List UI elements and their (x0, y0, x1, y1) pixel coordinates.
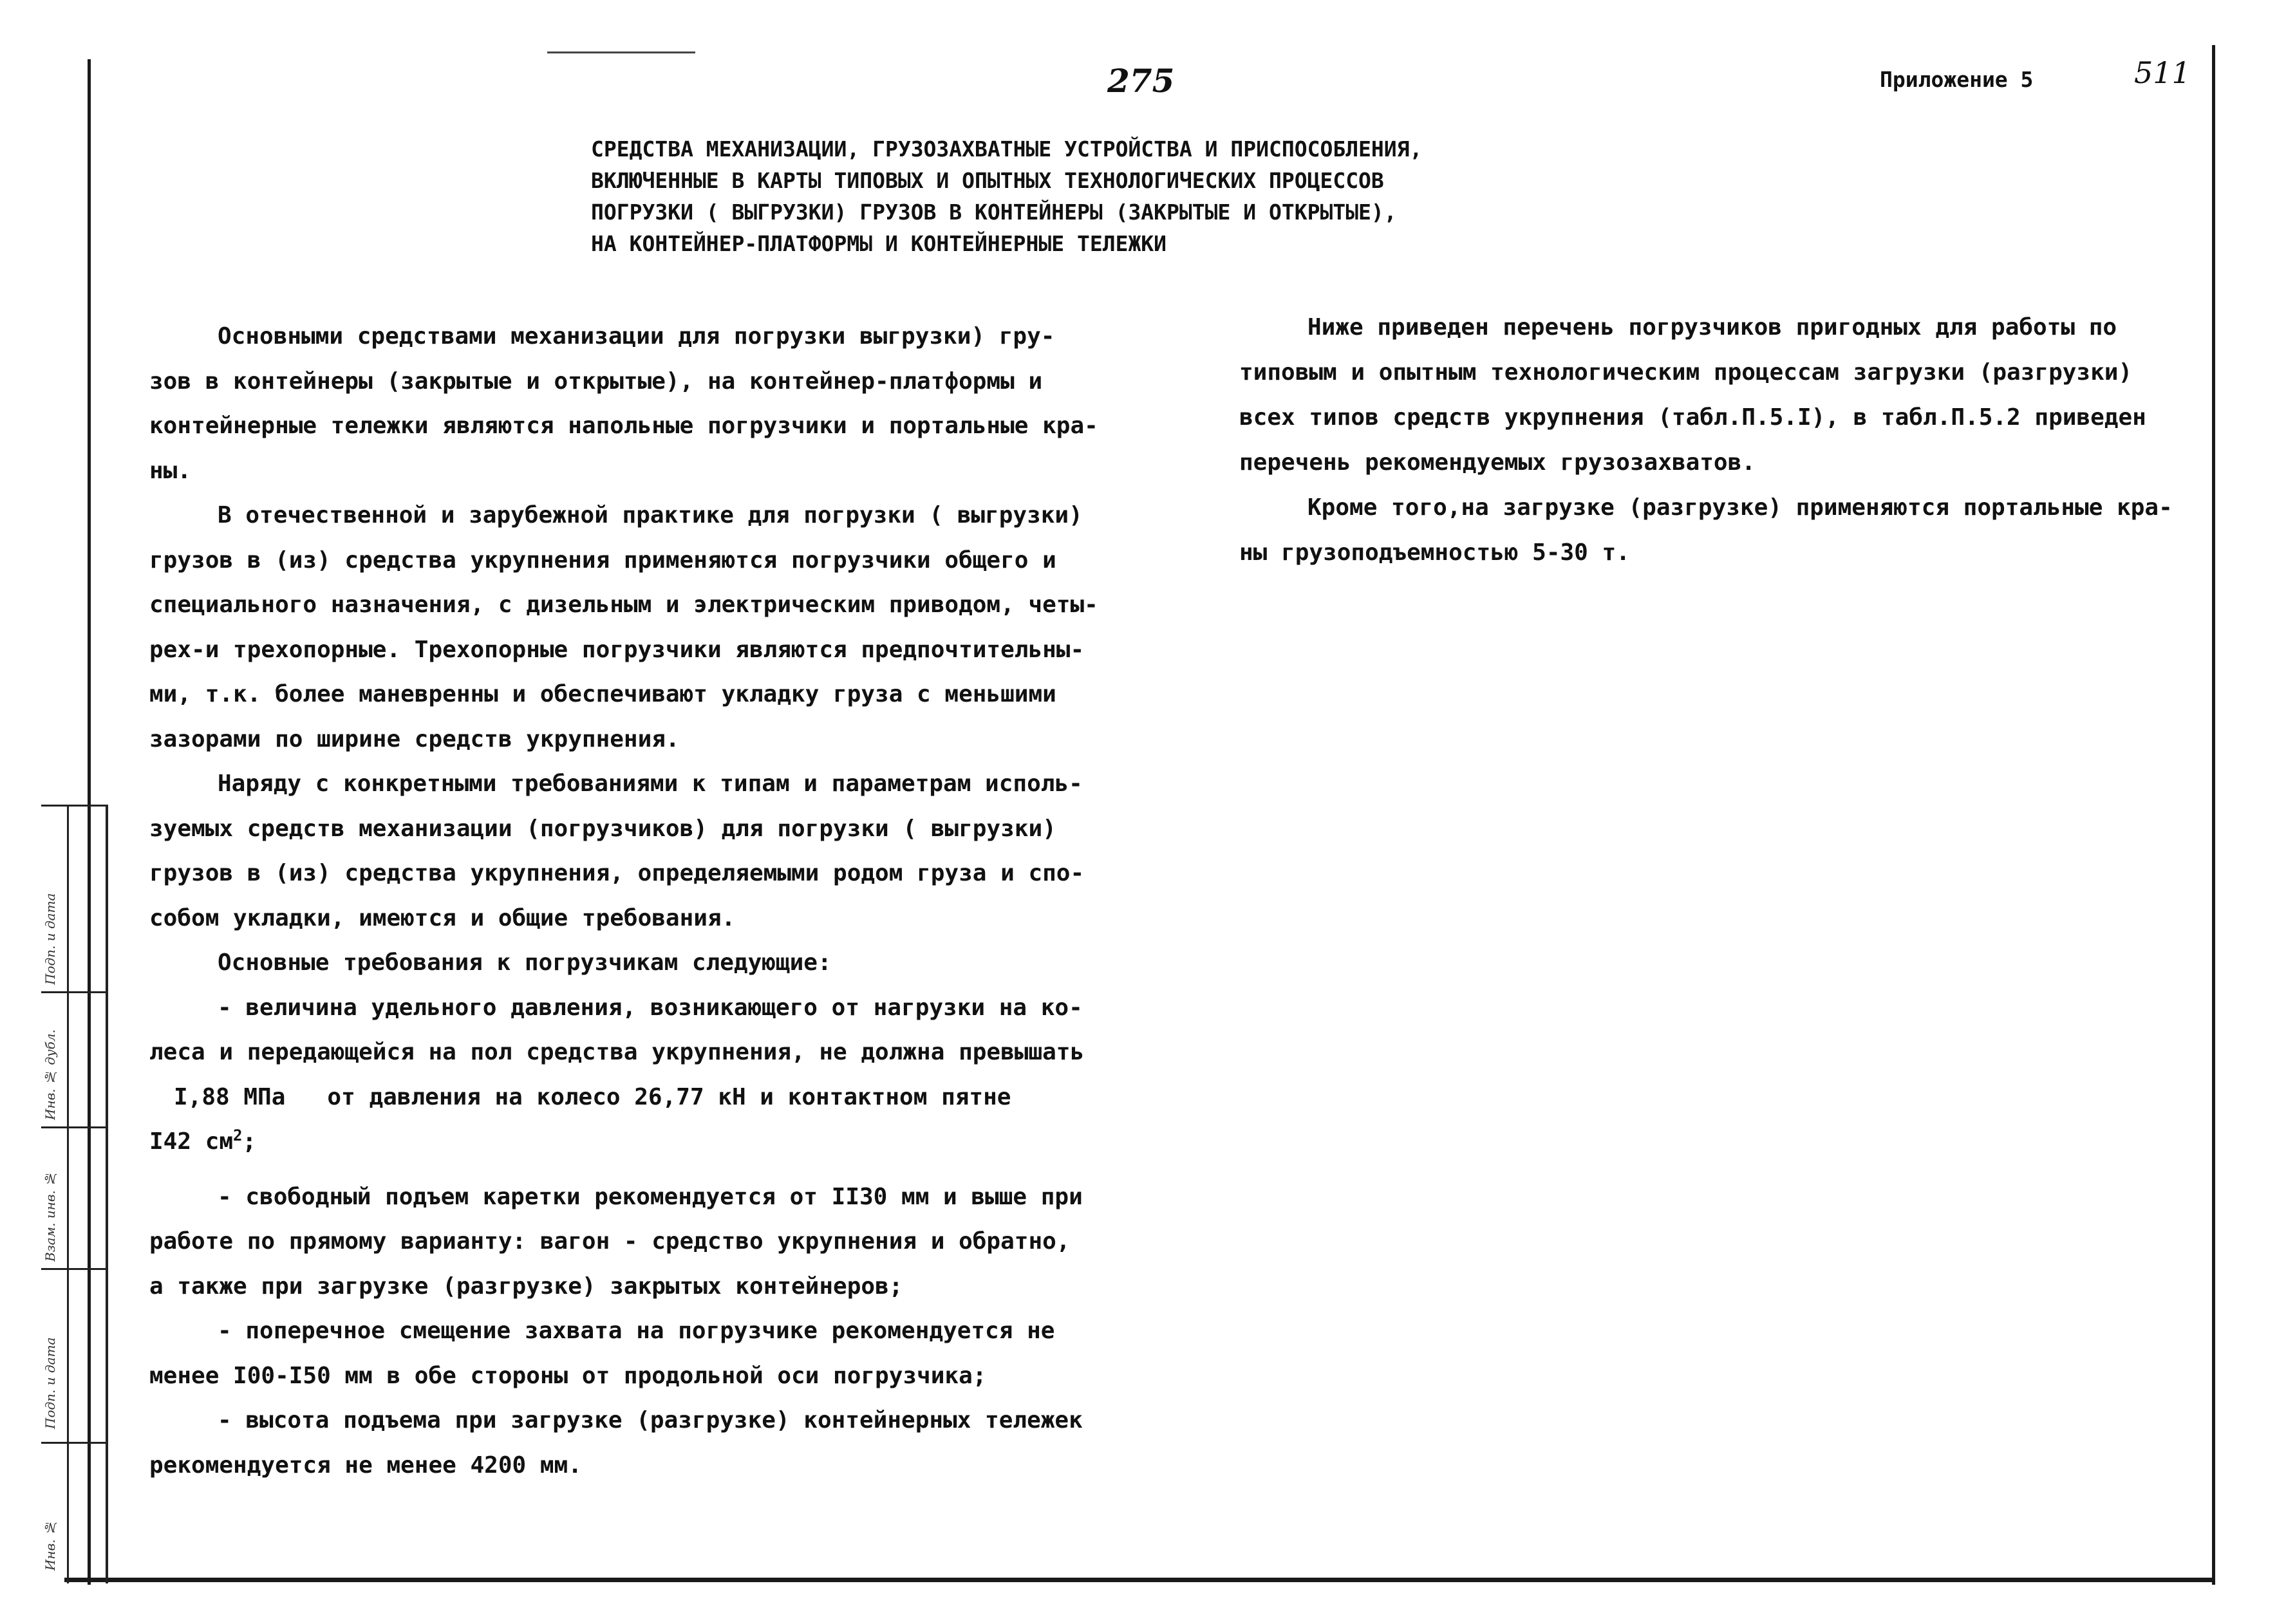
text-line: перечень рекомендуемых грузозахватов. (1239, 449, 1756, 476)
area-value: I42 см (149, 1128, 234, 1155)
text-line: а также при загрузке (разгрузке) закрытых контейнеров; (149, 1273, 903, 1300)
text-line: типовым и опытным технологическим процессам загрузки (разгрузки) (1239, 359, 2133, 386)
text-line: зов в контейнеры (закрытые и открытые), на контейнер-платформы и (149, 368, 1043, 395)
text-line: работе по прямому варианту: вагон - средство укрупнения и обратно, (149, 1228, 1071, 1255)
right-column (1239, 305, 2192, 575)
text-line (149, 1075, 1128, 1120)
appendix-label: Приложение 5 (1880, 67, 2034, 92)
text-line: рех-и трехопорные. Трехопорные погрузчики являются предпочтительны- (149, 636, 1085, 663)
spacer (149, 1164, 1128, 1175)
title-line: ПОГРУЗКИ ( ВЫГРУЗКИ) ГРУЗОВ В КОНТЕЙНЕРЫ (ЗАКРЫТЫЕ И ОТКРЫТЫЕ), (591, 200, 1397, 225)
text-line: рекомендуется не менее 4200 мм. (149, 1451, 582, 1479)
text-line: специального назначения, с дизельным и электрическим приводом, четы- (149, 592, 1098, 618)
text-line: менее I00-I50 мм в обе стороны от продольной оси погрузчика; (149, 1362, 987, 1389)
area-exponent: 2 (233, 1126, 243, 1144)
document-title (591, 133, 1621, 259)
title-line: НА КОНТЕЙНЕР-ПЛАТФОРМЫ И КОНТЕЙНЕРНЫЕ ТЕЛЕЖКИ (591, 231, 1167, 256)
text-line: Ниже приведен перечень погрузчиков пригодных для работы по (1307, 314, 2117, 341)
text-line: - высота подъема при загрузке (разгрузке) контейнерных тележек (218, 1407, 1083, 1433)
left-column (149, 314, 1128, 1488)
sheet-number: 511 (2134, 55, 2191, 90)
text-line: грузов в (из) средства укрупнения применяются погрузчики общего и (149, 546, 1056, 574)
stamp-label: Взам. инв. № (42, 1170, 58, 1262)
text-line: Основными средствами механизации для погрузки выгрузки) гру- (218, 323, 1055, 350)
text-line: - свободный подъем каретки рекомендуется от II30 мм и выше при (218, 1183, 1083, 1210)
title-line: СРЕДСТВА МЕХАНИЗАЦИИ, ГРУЗОЗАХВАТНЫЕ УСТРОЙСТВА И ПРИСПОСОБЛЕНИЯ, (591, 136, 1423, 162)
text-line: В отечественной и зарубежной практике для погрузки ( выгрузки) (218, 502, 1083, 528)
text-line: леса и передающейся на пол средства укрупнения, не должна превышать (149, 1039, 1085, 1065)
text-line: Наряду с конкретными требованиями к типам и параметрам исполь- (218, 770, 1083, 797)
stamp-label: Подп. и дата (42, 1337, 58, 1429)
text-line: - величина удельного давления, возникающего от нагрузки на ко- (218, 994, 1083, 1021)
text-line: всех типов средств укрупнения (табл.П.5.I), в табл.П.5.2 приведен (1239, 404, 2146, 431)
area-end: ; (242, 1128, 257, 1155)
frame-bottom-border (64, 1578, 2215, 1582)
text-line: - поперечное смещение захвата на погрузчике рекомендуется не (218, 1318, 1055, 1344)
text-line: зуемых средств механизации (погрузчиков) для погрузки ( выгрузки) (149, 815, 1056, 842)
text-line: Основные требования к погрузчикам следующие: (218, 949, 832, 976)
stamp-label: Инв. № (42, 1520, 58, 1571)
text-line: зазорами по ширине средств укрупнения. (149, 725, 680, 752)
frame-right-border (2212, 45, 2215, 1585)
text-line: Кроме того,на загрузке (разгрузке) применяются портальные кра- (1307, 494, 2173, 521)
text-line (149, 1119, 1128, 1164)
text-line: ны. (149, 457, 192, 484)
pressure-value: I,88 МПа (174, 1083, 286, 1110)
title-line: ВКЛЮЧЕННЫЕ В КАРТЫ ТИПОВЫХ И ОПЫТНЫХ ТЕХНОЛОГИЧЕСКИХ ПРОЦЕССОВ (591, 168, 1384, 193)
binding-stamp-block (41, 805, 106, 1583)
text-line: грузов в (из) средства укрупнения, определяемыми родом груза и спо- (149, 860, 1085, 886)
text-line: ми, т.к. более маневренны и обеспечивают укладку груза с меньшими (149, 681, 1056, 707)
page-number: 275 (1107, 62, 1175, 100)
stamp-label: Подп. и дата (42, 893, 58, 985)
pressure-text: от давления на колесо 26,77 кН и контактном пятне (327, 1083, 1011, 1110)
text-line: собом укладки, имеются и общие требования. (149, 904, 736, 931)
text-line: контейнерные тележки являются напольные погрузчики и портальные кра- (149, 413, 1098, 439)
stamp-label: Инв. № дубл. (42, 1029, 58, 1120)
text-line: ны грузоподъемностью 5-30 т. (1239, 539, 1630, 566)
top-stroke (547, 51, 695, 53)
